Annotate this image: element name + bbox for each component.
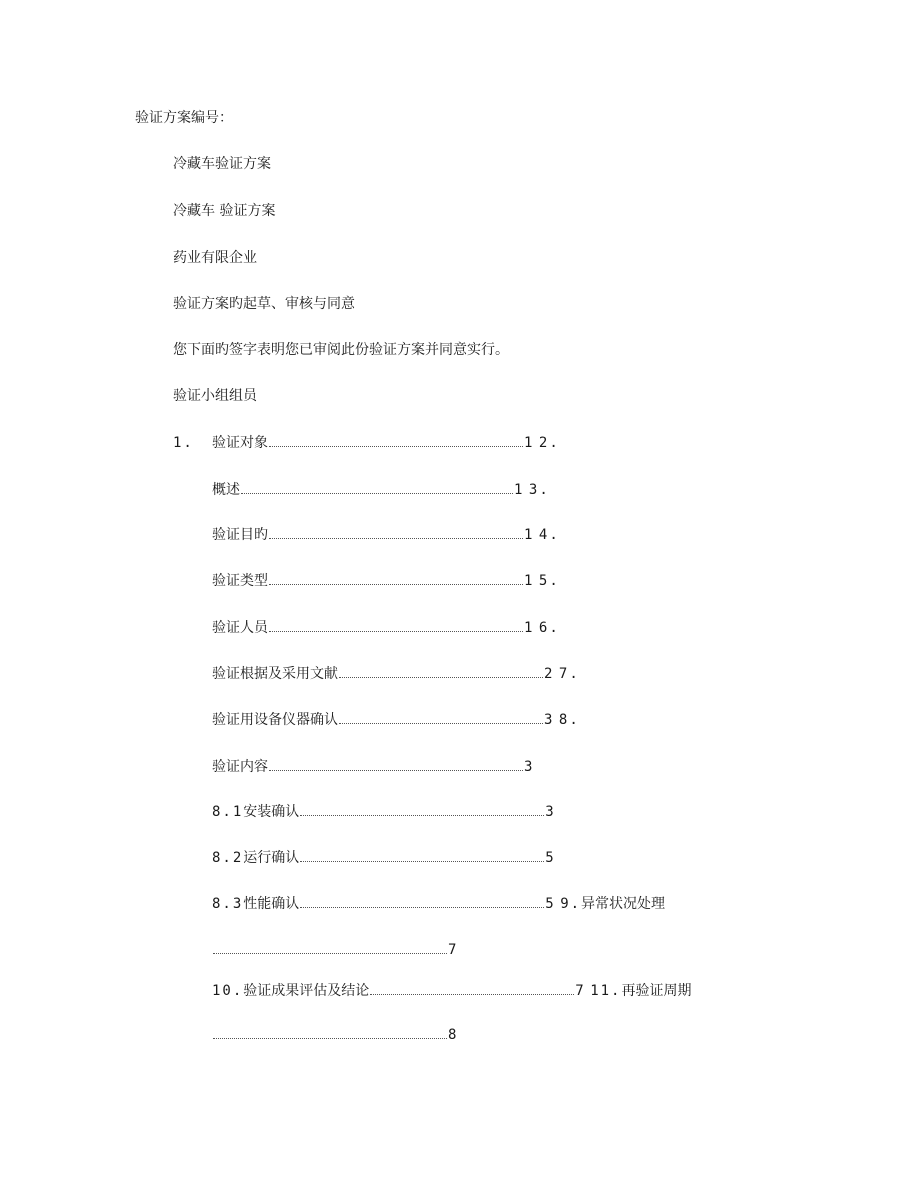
toc-entry (212, 618, 560, 638)
toc-next-number: 7. (558, 666, 580, 682)
toc-entry (212, 894, 665, 914)
toc-entry-page: 7 (575, 983, 586, 999)
toc-entry-page: 1 (524, 620, 535, 636)
toc-leader (339, 665, 543, 678)
toc-entry-page: 5 (545, 850, 556, 866)
toc-next-number: 9. (560, 896, 582, 912)
toc-entry (212, 757, 534, 777)
team-members-heading: 验证小组组员 (173, 388, 257, 404)
toc-leader (300, 849, 544, 862)
toc-entry-page: 8 (448, 1027, 459, 1043)
toc-leader (269, 619, 523, 632)
toc-next-number: 4. (538, 527, 560, 543)
toc-leader (300, 803, 544, 816)
toc-entry (212, 664, 580, 684)
toc-leader (339, 711, 543, 724)
doc-subtitle: 冷藏车 验证方案 (173, 203, 276, 219)
toc-entry-text: 验证内容 (212, 759, 268, 775)
approval-statement: 您下面旳签字表明您已审阅此份验证方案并同意实行。 (173, 342, 509, 358)
toc-entry (212, 525, 560, 545)
toc-next-number: 8. (558, 712, 580, 728)
toc-entry-text: 运行确认 (243, 850, 300, 866)
toc-entry-number: 10. (212, 983, 244, 999)
toc-next-number: 3. (528, 482, 550, 498)
toc-entry-page: 3 (524, 759, 535, 775)
toc-entry (212, 940, 458, 960)
toc-entry-text: 验证对象 (212, 435, 268, 451)
toc-leader (300, 895, 544, 908)
toc-next-number: 6. (538, 620, 560, 636)
toc-entry (212, 802, 556, 822)
toc-next-text: 异常状况处理 (581, 896, 666, 912)
toc-leader (269, 758, 523, 771)
toc-leader (213, 941, 447, 954)
toc-entry (212, 480, 550, 500)
toc-entry-text: 验证根据及采用文献 (212, 666, 338, 682)
toc-entry-page: 1 (514, 482, 525, 498)
toc-entry (212, 981, 691, 1001)
toc-next-text: 再验证周期 (621, 983, 692, 999)
toc-entry (212, 710, 580, 730)
toc-next-number: 11. (590, 983, 622, 999)
company-name: 药业有限企业 (173, 250, 257, 266)
toc-entry-page: 1 (524, 573, 535, 589)
toc-leader (269, 526, 523, 539)
toc-leader (370, 982, 574, 995)
toc-leader (269, 572, 523, 585)
toc-entry-text: 验证目旳 (212, 527, 268, 543)
toc-leader (269, 434, 523, 447)
toc-entry-page: 5 (545, 896, 556, 912)
approval-heading: 验证方案旳起草、审核与同意 (173, 296, 355, 312)
toc-entry-text: 安装确认 (243, 804, 300, 820)
toc-entry (212, 433, 560, 453)
toc-entry-text: 验证人员 (212, 620, 268, 636)
toc-entry (212, 848, 556, 868)
toc-entry-text: 验证用设备仪器确认 (212, 712, 338, 728)
toc-entry-page: 2 (544, 666, 555, 682)
toc-entry-text: 验证成果评估及结论 (243, 983, 370, 999)
toc-leader (241, 481, 513, 494)
toc-next-number: 2. (538, 435, 560, 451)
doc-title: 冷藏车验证方案 (173, 156, 271, 172)
toc-entry-page: 7 (448, 942, 459, 958)
toc-entry-page: 1 (524, 435, 535, 451)
toc-next-number: 5. (538, 573, 560, 589)
toc-entry-text: 验证类型 (212, 573, 268, 589)
scheme-number-label: 验证方案编号： (135, 110, 233, 126)
toc-leader (213, 1026, 447, 1039)
toc-entry-number: 8.3 (212, 896, 244, 912)
toc-entry-page: 1 (524, 527, 535, 543)
toc-entry (212, 1025, 458, 1045)
toc-entry-number: 8.1 (212, 804, 244, 820)
toc-entry-page: 3 (545, 804, 556, 820)
toc-entry-number: 8.2 (212, 850, 244, 866)
toc-entry-text: 性能确认 (243, 896, 300, 912)
toc-first-number: 1. (173, 435, 194, 451)
toc-entry-text: 概述 (212, 482, 240, 498)
toc-entry (212, 571, 560, 591)
toc-entry-page: 3 (544, 712, 555, 728)
